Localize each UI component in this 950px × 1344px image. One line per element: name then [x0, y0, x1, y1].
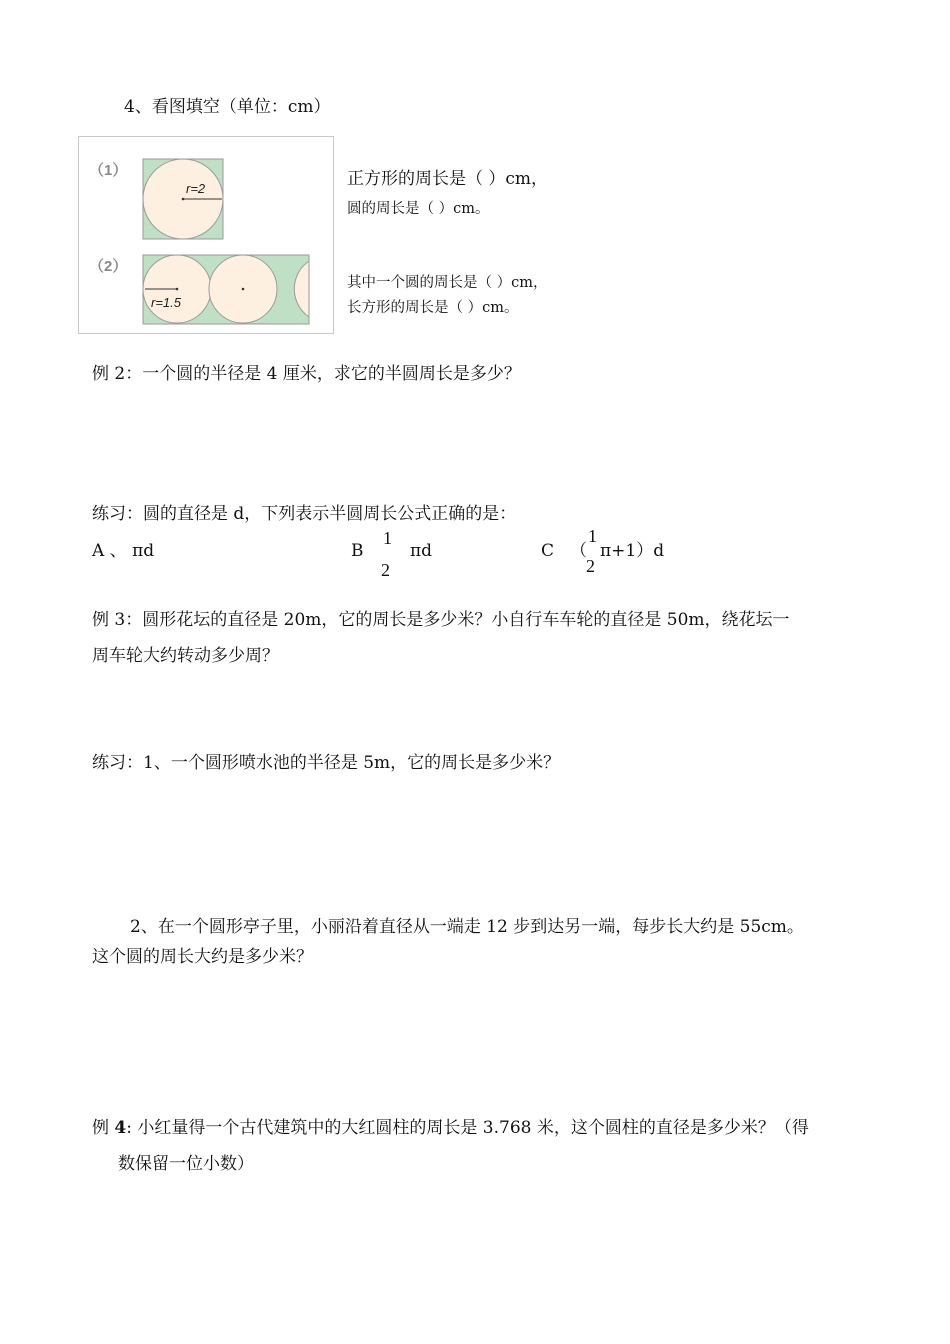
example-3-line2: 周车轮大约转动多少周？: [92, 646, 279, 666]
blank-one-circle-perimeter: 其中一个圆的周长是（ ）cm，: [347, 275, 548, 291]
figure-box: [78, 136, 334, 334]
example-4-number: 4: [114, 1118, 127, 1138]
example-4-line2: 数保留一位小数）: [118, 1154, 254, 1174]
example-4-text: : 小红量得一个古代建筑中的大红圆柱的周长是 3.768 米，这个圆柱的直径是多少米？（得: [126, 1118, 809, 1138]
practice-stem: 练习：圆的直径是 d，下列表示半圆周长公式正确的是：: [92, 504, 517, 524]
fig2-label: （2）: [89, 258, 128, 275]
example-4-prefix: 例: [92, 1118, 115, 1138]
fig1-radius-label: r=2: [186, 181, 206, 196]
blank-rectangle-perimeter: 长方形的周长是（ ）cm。: [347, 300, 519, 316]
option-c-rest: π+1）d: [600, 541, 665, 561]
figure-diagram: [79, 137, 333, 333]
example-2: 例 2：一个圆的半径是 4 厘米，求它的半圆周长是多少？: [92, 364, 521, 384]
option-c-numerator: 1: [588, 526, 597, 546]
fig1-center-dot: [182, 198, 185, 201]
blank-square-perimeter: 正方形的周长是（ ）cm，: [347, 169, 549, 189]
option-c-letter: C: [541, 541, 555, 561]
practice-q2-line2: 这个圆的周长大约是多少米？: [92, 947, 313, 967]
option-c-open: （: [570, 541, 587, 561]
option-b-denominator: 2: [381, 560, 390, 580]
fig1-label: （1）: [89, 162, 128, 179]
fig2-radius-label: r=1.5: [151, 295, 181, 310]
blank-circle-perimeter: 圆的周长是（ ）cm。: [347, 201, 490, 217]
option-b-rest: πd: [410, 541, 433, 561]
q4-title: 4、看图填空（单位：cm）: [124, 97, 331, 117]
practice-q1: 练习：1、一个圆形喷水池的半径是 5m，它的周长是多少米？: [92, 753, 561, 773]
fig2-center-dot-2: [242, 288, 245, 291]
option-b-letter: B: [351, 541, 364, 561]
option-b-numerator: 1: [383, 528, 392, 548]
example-3-line1: 例 3：圆形花坛的直径是 20m，它的周长是多少米？小自行车车轮的直径是 50m，绕花坛一: [92, 610, 790, 630]
option-c-denominator: 2: [586, 556, 595, 576]
example-4-line1: [92, 1117, 809, 1139]
option-a: A 、 πd: [92, 541, 155, 561]
practice-q2-line1: 2、在一个圆形亭子里，小丽沿着直径从一端走 12 步到达另一端，每步长大约是 55cm。: [130, 917, 804, 937]
